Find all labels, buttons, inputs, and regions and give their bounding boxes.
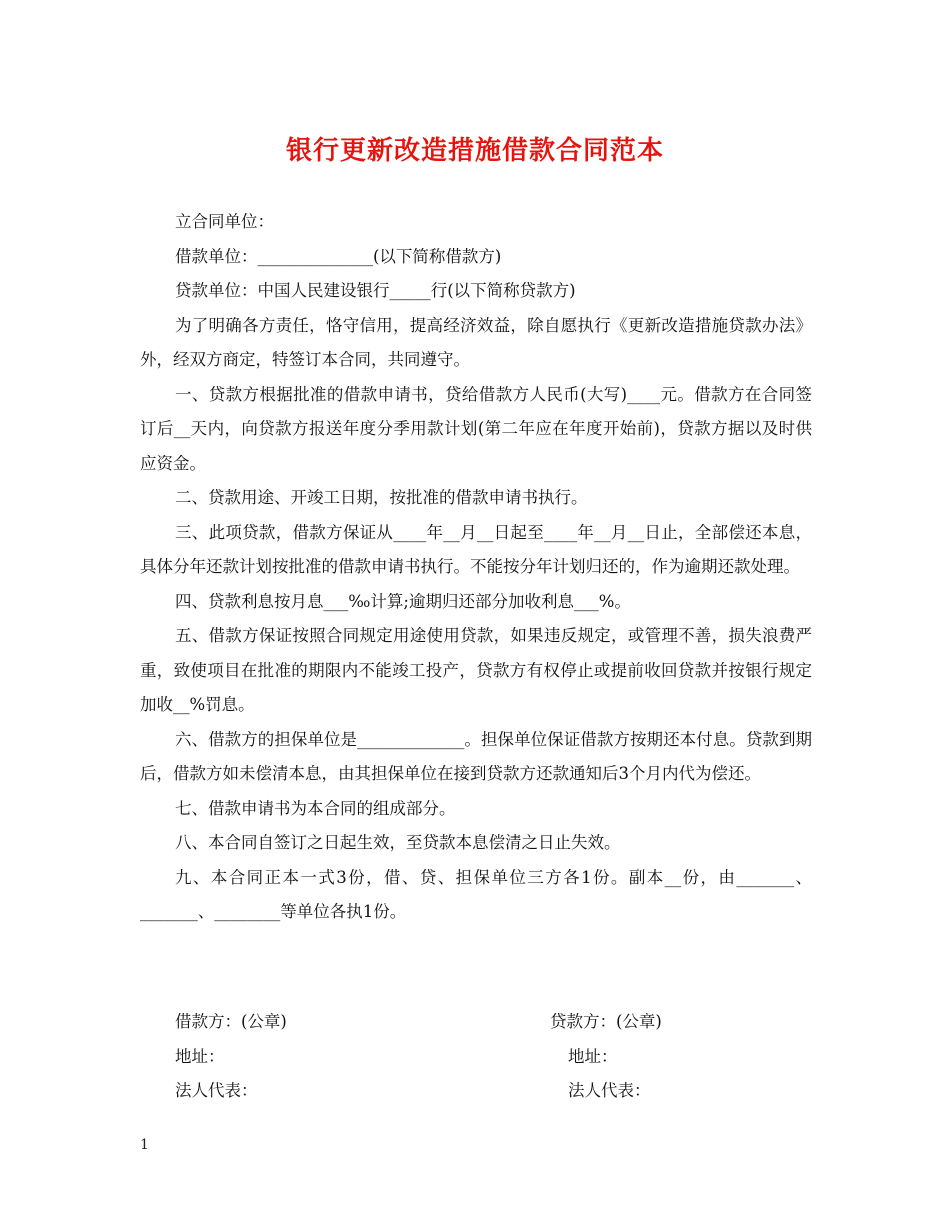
borrower-representative-label: 法人代表： xyxy=(175,1081,258,1100)
clause-1: 一、贷款方根据批准的借款申请书，贷给借款方人民币(大写)____元。借款方在合同签订后__天内，向贷款方报送年度分季用款计划(第二年应在年度开始前)，贷款方据以及时供应资金。 xyxy=(140,384,812,473)
clause-7: 七、借款申请书为本合同的组成部分。 xyxy=(175,798,456,818)
page-number: 1 xyxy=(140,1137,149,1153)
paragraph-lender: 贷款单位：中国人民建设银行_____行(以下简称贷款方) xyxy=(175,281,576,300)
paragraph-borrower: 借款单位：______________(以下简称借款方) xyxy=(175,246,502,266)
borrower-seal-label: 借款方：(公章) xyxy=(175,1012,287,1031)
clause-4: 四、贷款利息按月息___‰计算;逾期归还部分加收利息___%。 xyxy=(175,591,631,611)
lender-representative-label: 法人代表： xyxy=(568,1081,651,1100)
paragraph-parties: 立合同单位： xyxy=(175,212,274,231)
clause-8: 八、本合同自签订之日起生效，至贷款本息偿清之日止失效。 xyxy=(175,833,621,852)
signature-block xyxy=(140,1005,812,1109)
signature-row-address xyxy=(140,1040,812,1075)
signature-row-seal xyxy=(140,1005,812,1040)
clause-2: 二、贷款用途、开竣工日期，按批准的借款申请书执行。 xyxy=(175,488,588,507)
clause-6: 六、借款方的担保单位是_____________。担保单位保证借款方按期还本付息。贷款到期后，借款方如未偿清本息，由其担保单位在接到贷款方还款通知后3个月内代为偿还。 xyxy=(140,729,812,783)
borrower-address-label: 地址： xyxy=(175,1046,225,1066)
signature-row-representative xyxy=(140,1074,812,1109)
clause-9: 九、本合同正本一式3份，借、贷、担保单位三方各1份。副本__份，由_______、_______、________等单位各执1份。 xyxy=(140,867,812,921)
document-title: 银行更新改造措施借款合同范本 xyxy=(285,136,664,166)
paragraph-preamble: 为了明确各方责任，恪守信用，提高经济效益，除自愿执行《更新改造措施贷款办法》外，经双方商定，特签订本合同，共同遵守。 xyxy=(140,315,812,369)
clause-5: 五、借款方保证按照合同规定用途使用贷款，如果违反规定，或管理不善，损失浪费严重，致使项目在批准的期限内不能竣工投产，贷款方有权停止或提前收回贷款并按银行规定加收__%罚息。 xyxy=(140,626,812,714)
clause-3: 三、此项贷款，借款方保证从____年__月__日起至____年__月__日止，全部偿还本息，具体分年还款计划按批准的借款申请书执行。不能按分年计划归还的，作为逾期还款处理。 xyxy=(140,522,812,576)
lender-address-label: 地址： xyxy=(568,1046,618,1066)
contract-body xyxy=(140,205,812,930)
lender-seal-label: 贷款方：(公章) xyxy=(550,1012,662,1031)
